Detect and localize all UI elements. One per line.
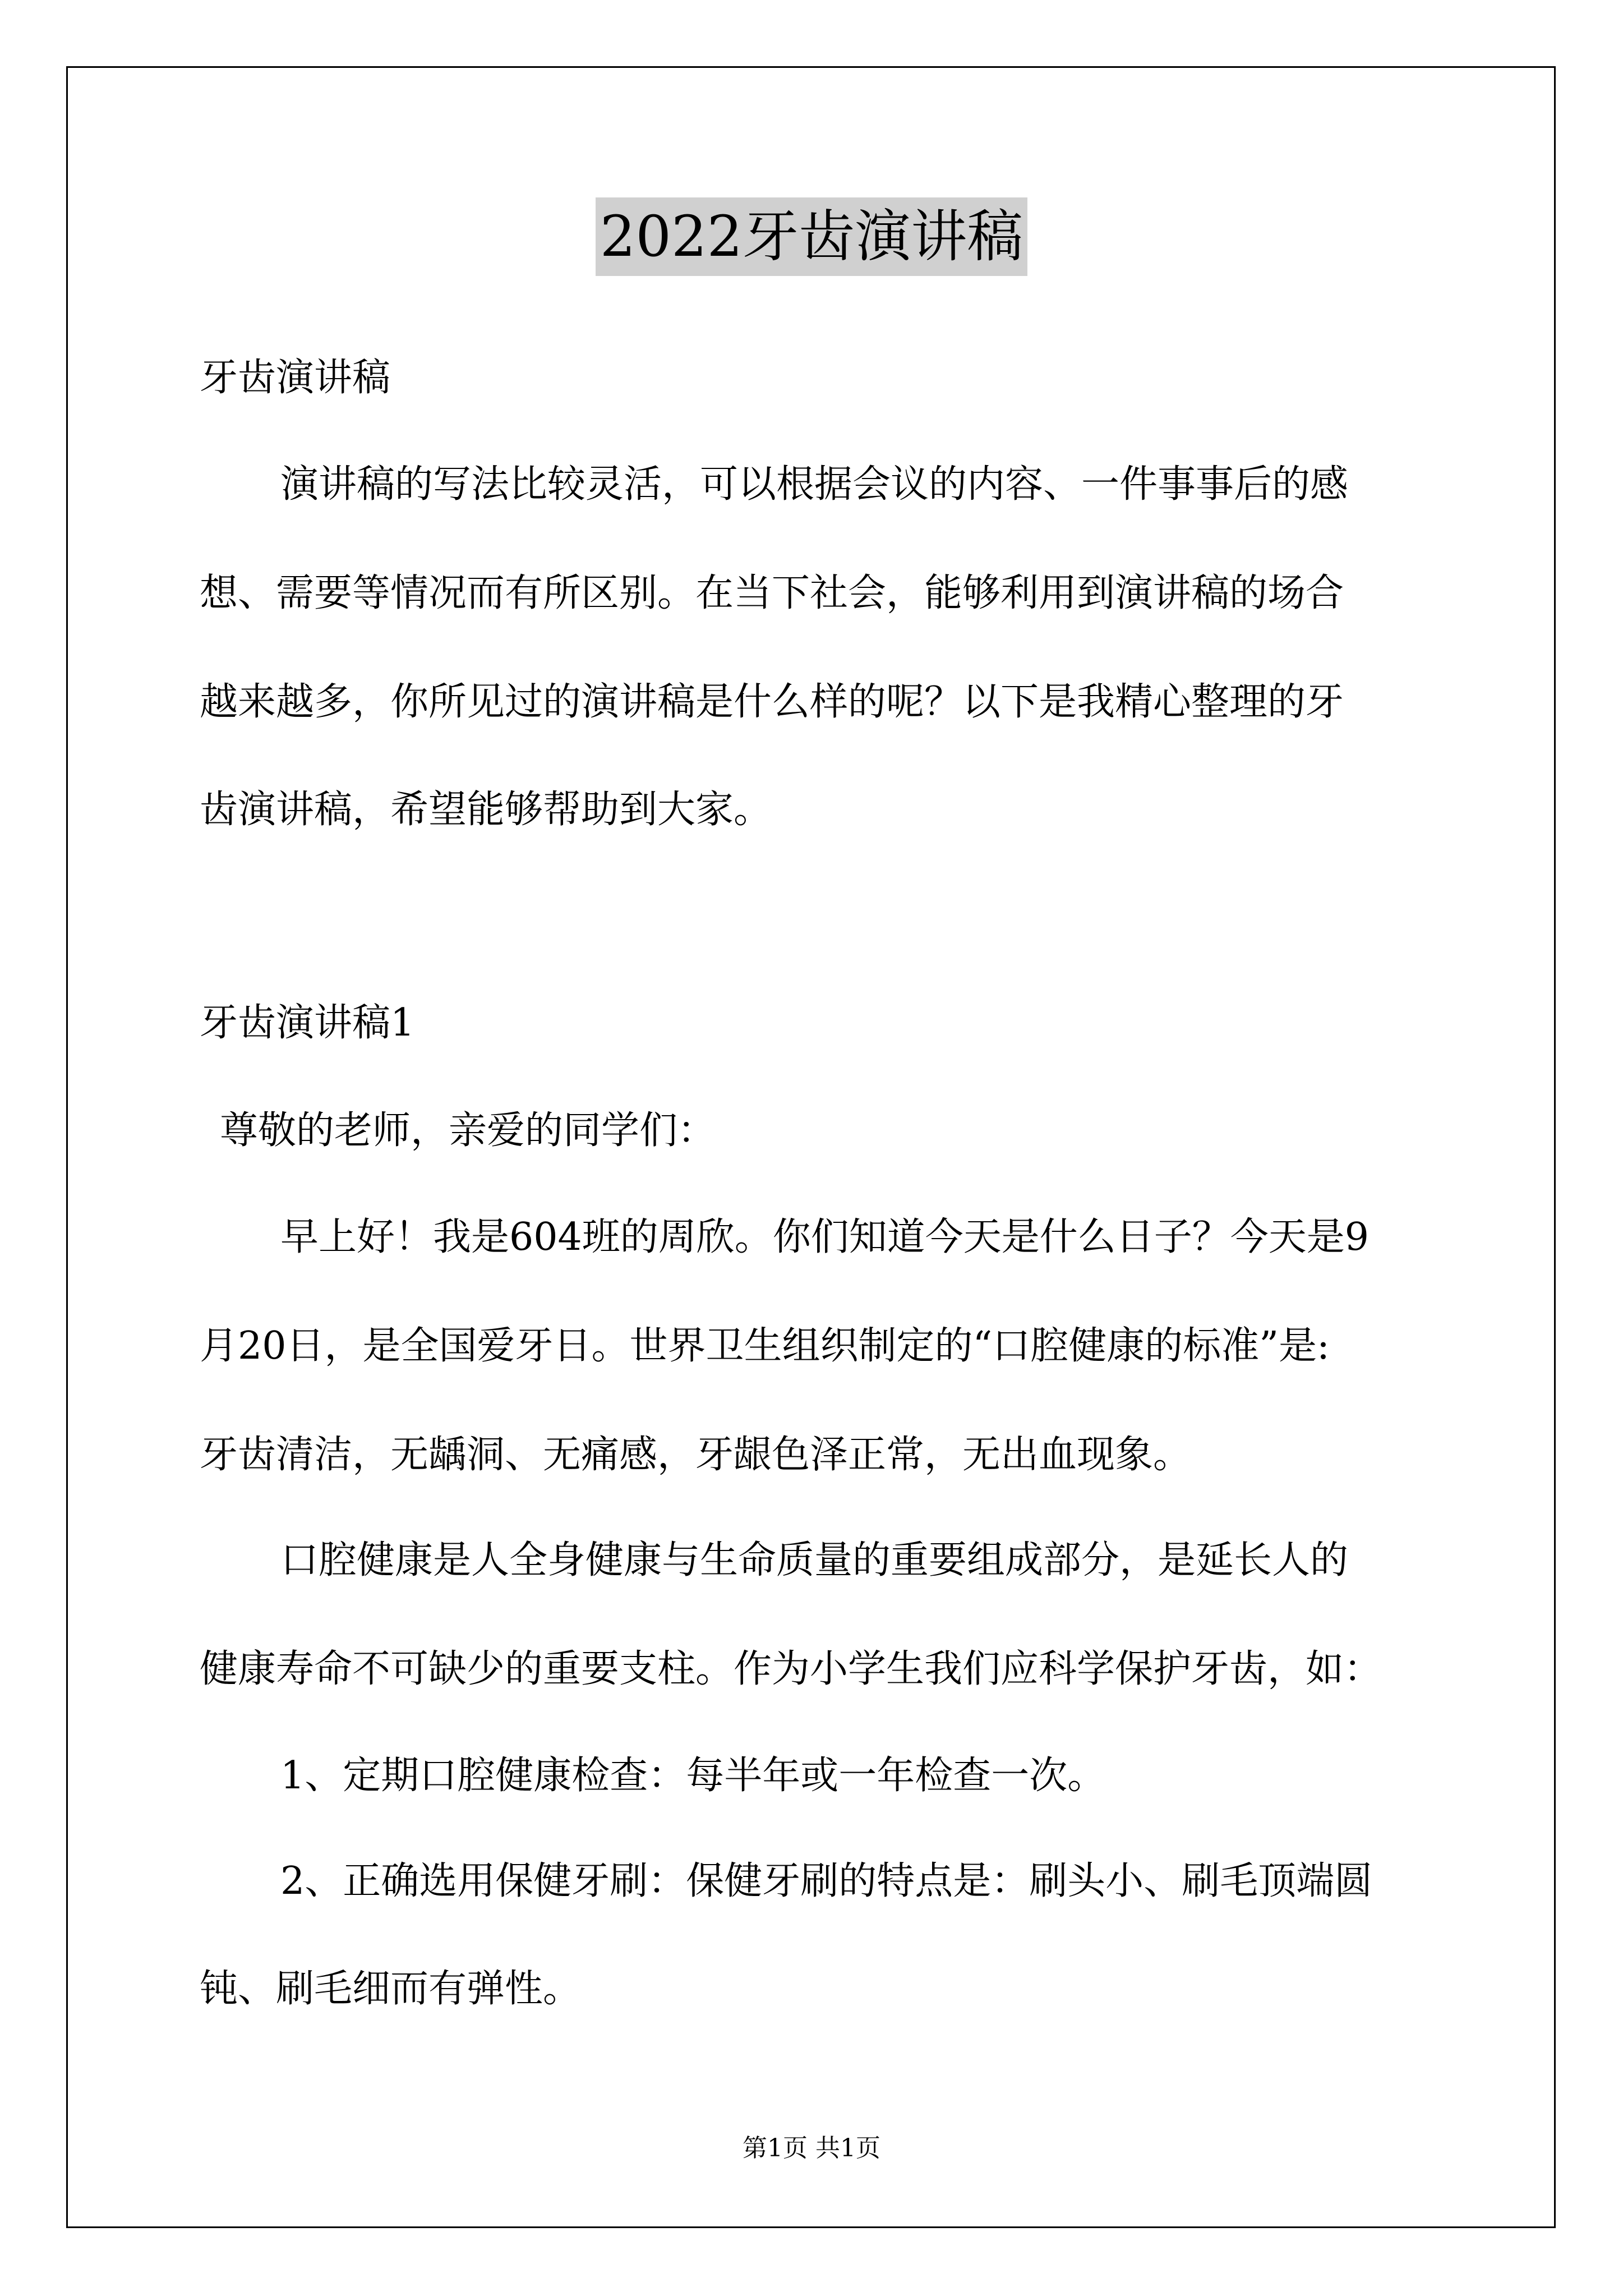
paragraph-line: 月20日，是全国爱牙日。世界卫生组织制定的“口腔健康的标准”是:: [200, 1324, 1330, 1368]
title-container: [0, 197, 1623, 276]
salutation-line: 尊敬的老师，亲爱的同学们：: [220, 1108, 716, 1153]
paragraph-line: 早上好！我是604班的周欣。你们知道今天是什么日子？今天是9: [280, 1215, 1370, 1259]
paragraph-line: 口腔健康是人全身健康与生命质量的重要组成部分，是延长人的: [280, 1538, 1349, 1582]
paragraph-line: 牙齿清洁，无龋洞、无痛感，牙龈色泽正常，无出血现象。: [200, 1433, 1192, 1477]
section-heading: 牙齿演讲稿1: [200, 1001, 415, 1045]
section-heading: 牙齿演讲稿: [200, 356, 391, 400]
paragraph-line: 越来越多，你所见过的演讲稿是什么样的呢？以下是我精心整理的牙: [200, 680, 1344, 724]
document-title: 2022牙齿演讲稿: [596, 197, 1028, 276]
paragraph-line: 齿演讲稿，希望能够帮助到大家。: [200, 788, 772, 832]
paragraph-line: 钝、刷毛细而有弹性。: [200, 1967, 582, 2011]
list-item: 1、定期口腔健康检查：每半年或一年检查一次。: [280, 1754, 1106, 1798]
paragraph-line: 想、需要等情况而有所区别。在当下社会，能够利用到演讲稿的场合: [200, 571, 1344, 615]
paragraph-line: 健康寿命不可缺少的重要支柱。作为小学生我们应科学保护牙齿，如：: [200, 1647, 1382, 1691]
list-item: 2、正确选用保健牙刷：保健牙刷的特点是：刷头小、刷毛顶端圆: [280, 1859, 1373, 1903]
page-footer: 第1页 共1页: [743, 2134, 880, 2162]
paragraph-line: 演讲稿的写法比较灵活，可以根据会议的内容、一件事事后的感: [280, 462, 1349, 507]
